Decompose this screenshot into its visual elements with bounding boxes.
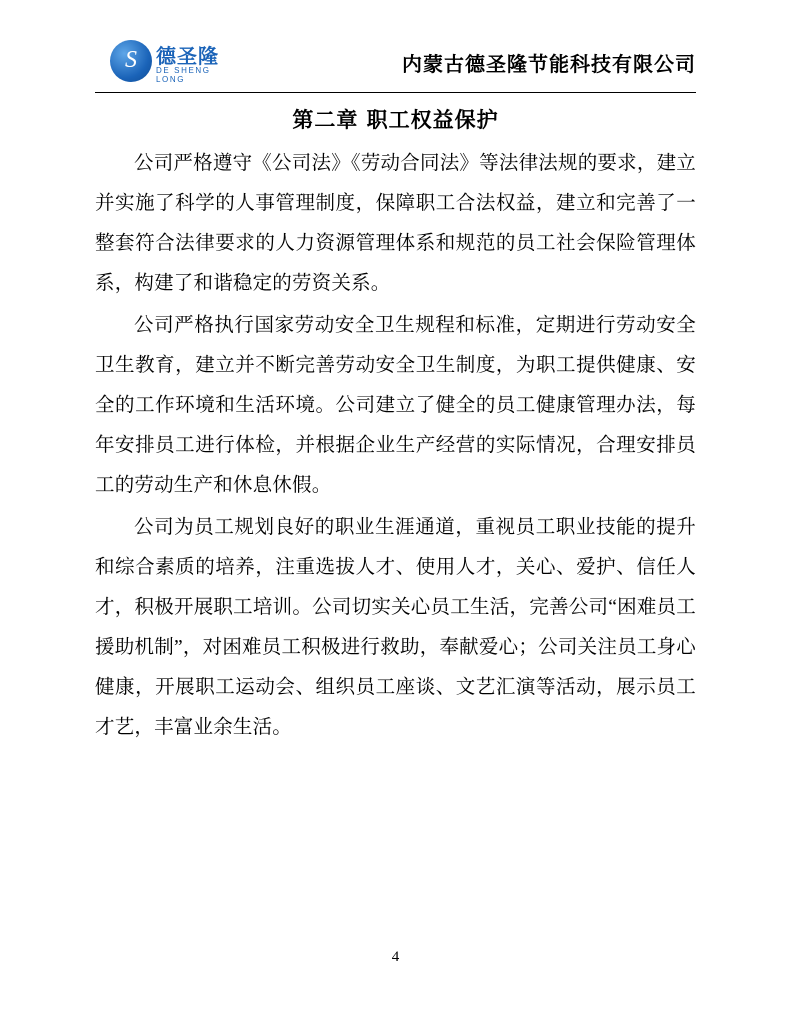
- paragraph: 公司严格执行国家劳动安全卫生规程和标准，定期进行劳动安全卫生教育，建立并不断完善劳动安全卫生制度，为职工提供健康、安全的工作环境和生活环境。公司建立了健全的员工健康管理办法，每年安排员工进行体检，并根据企业生产经营的实际情况，合理安排员工的劳动生产和休息休假。: [95, 315, 696, 496]
- logo-emblem-icon: [110, 40, 152, 82]
- paragraph: 公司严格遵守《公司法》《劳动合同法》等法律法规的要求，建立并实施了科学的人事管理制度，保障职工合法权益，建立和完善了一整套符合法律要求的人力资源管理体系和规范的员工社会保险管理体系，构建了和谐稳定的劳资关系。: [95, 153, 696, 294]
- logo-initial: S: [125, 47, 137, 73]
- company-logo: [110, 36, 240, 86]
- header-divider: [95, 92, 696, 93]
- document-body: [95, 100, 696, 750]
- paragraph: 公司为员工规划良好的职业生涯通道，重视员工职业技能的提升和综合素质的培养，注重选拔人才、使用人才，关心、爱护、信任人才，积极开展职工培训。公司切实关心员工生活，完善公司“困难员工援助机制”，对困难员工积极进行救助，奉献爱心；公司关注员工身心健康，开展职工运动会、组织员工座谈、文艺汇演等活动，展示员工才艺，丰富业余生活。: [95, 517, 696, 738]
- page-header: [95, 34, 696, 92]
- chapter-title: 第二章 职工权益保护: [292, 108, 499, 132]
- page-number: 4: [391, 949, 400, 965]
- company-name-heading: 内蒙古德圣隆节能科技有限公司: [402, 52, 696, 76]
- logo-english-text: DE SHENG LONG: [156, 66, 211, 84]
- logo-chinese-text: 德圣隆: [156, 44, 219, 68]
